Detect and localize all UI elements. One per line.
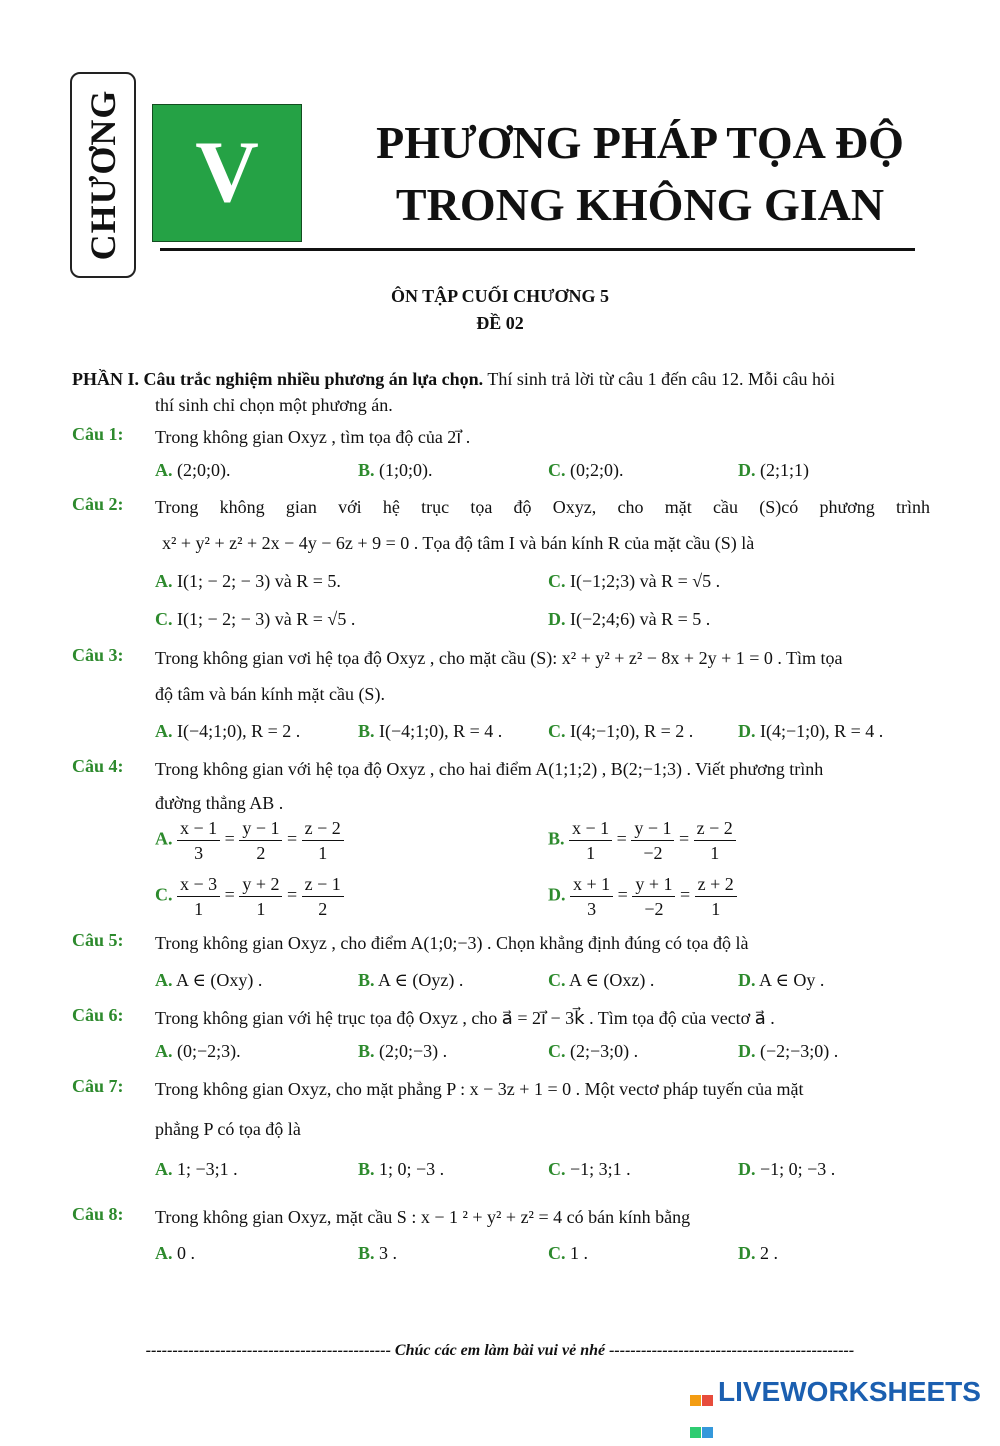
option-c[interactable]: C. $\frac{x - 3}{1}$ = $\frac{y + 2}{1}$ = $\frac{z - 1}{2}$ (155, 872, 344, 921)
question-stem: Trong không gian Oxyz , tìm tọa độ của 2i⃗ . (155, 427, 471, 447)
option-d[interactable]: D. (2;1;1) (738, 460, 809, 480)
question-label: Câu 6: (72, 1005, 124, 1025)
option-a[interactable]: A. I(−4;1;0), R = 2 . (155, 721, 301, 741)
question-stem: Trong không gian vơi hệ tọa độ Oxyz , cho mặt cầu (S): x² + y² + z² − 8x + 2y + 1 = 0 . Tìm tọa (155, 648, 843, 668)
option-d[interactable]: D. −1; 0; −3 . (738, 1159, 836, 1179)
option-b[interactable]: B. (1;0;0). (358, 460, 433, 480)
chapter-tab (70, 72, 136, 278)
question-label: Câu 8: (72, 1204, 124, 1224)
chapter-word: CHƯƠNG (83, 89, 123, 261)
option-d[interactable]: D. I(−2;4;6) và R = 5 . (548, 609, 711, 629)
question-stem-cont: đường thẳng AB . (155, 793, 284, 813)
option-d[interactable]: D. I(4;−1;0), R = 4 . (738, 721, 884, 741)
part1-heading: Câu trắc nghiệm nhiều phương án lựa chọn. (143, 369, 484, 389)
subtitle: ÔN TẬP CUỐI CHƯƠNG 5 (390, 286, 609, 306)
option-a[interactable]: A. (2;0;0). (155, 460, 231, 480)
question-label: Câu 4: (72, 756, 124, 776)
option-a[interactable]: A. $\frac{x - 1}{3}$ = $\frac{y - 1}{2}$ = $\frac{z - 2}{1}$ (155, 816, 344, 865)
question-label: Câu 1: (72, 424, 124, 444)
question-stem: Trong không gian Oxyz, mặt cầu S : x − 1 ² + y² + z² = 4 có bán kính bằng (155, 1207, 691, 1227)
question-label: Câu 5: (72, 930, 124, 950)
footer-message: ---------------------------------------------- Chúc các em làm bài vui vẻ nhé ---------------------------------------------- (145, 1342, 855, 1359)
option-d[interactable]: D. 2 . (738, 1243, 778, 1263)
title-rule (160, 248, 915, 251)
option-a[interactable]: A. 1; −3;1 . (155, 1159, 238, 1179)
option-b[interactable]: B. 3 . (358, 1243, 398, 1263)
exam-code: ĐỀ 02 (476, 313, 524, 333)
option-d[interactable]: D. $\frac{x + 1}{3}$ = $\frac{y + 1}{-2}$ = $\frac{z + 2}{1}$ (548, 872, 737, 921)
option-d[interactable]: D. (−2;−3;0) . (738, 1041, 839, 1061)
option-b[interactable]: B. I(−4;1;0), R = 4 . (358, 721, 503, 741)
liveworksheets-logo-icon (690, 1382, 714, 1406)
option-b[interactable]: B. (2;0;−3) . (358, 1041, 448, 1061)
watermark-text: LIVEWORKSHEETS (718, 1376, 981, 1407)
option-c[interactable]: C. −1; 3;1 . (548, 1159, 631, 1179)
option-c[interactable]: C. I(1; − 2; − 3) và R = √5 . (155, 609, 356, 629)
question-label: Câu 2: (72, 494, 124, 514)
question-stem-cont: phẳng P có tọa độ là (155, 1119, 301, 1139)
question-label: Câu 7: (72, 1076, 124, 1096)
title-line-2: TRONG KHÔNG GIAN (395, 179, 885, 230)
option-a[interactable]: A. A ∈ (Oxy) . (155, 970, 263, 990)
question-stem: Trong không gian với hệ trục tọa độ Oxyz , cho a⃗ = 2i⃗ − 3k⃗ . Tìm tọa độ của vectơ a⃗ . (155, 1008, 775, 1028)
option-c[interactable]: C. (0;2;0). (548, 460, 624, 480)
part1-instruction: Thí sinh trả lời từ câu 1 đến câu 12. Mỗi câu hỏi (487, 369, 836, 389)
option-b[interactable]: C. I(−1;2;3) và R = √5 . (548, 571, 721, 591)
option-c[interactable]: C. 1 . (548, 1243, 588, 1263)
option-c[interactable]: C. I(4;−1;0), R = 2 . (548, 721, 694, 741)
liveworksheets-watermark (690, 1376, 981, 1408)
question-stem-cont: x² + y² + z² + 2x − 4y − 6z + 9 = 0 . Tọa độ tâm I và bán kính R của mặt cầu (S) là (162, 533, 755, 553)
question-stem: Trong không gian Oxyz, cho mặt phẳng P : x − 3z + 1 = 0 . Một vectơ pháp tuyến của mặt (155, 1079, 804, 1099)
part1-label: PHẦN I. (72, 369, 139, 389)
question-stem: Trong không gian với hệ trục tọa độ Oxyz, cho mặt cầu (S)có phương trình (155, 497, 930, 517)
option-b[interactable]: B. 1; 0; −3 . (358, 1159, 445, 1179)
option-b[interactable]: B. A ∈ (Oyz) . (358, 970, 464, 990)
question-label: Câu 3: (72, 645, 124, 665)
question-stem: Trong không gian Oxyz , cho điểm A(1;0;−3) . Chọn khẳng định đúng có tọa độ là (155, 933, 749, 953)
option-c[interactable]: C. A ∈ (Oxz) . (548, 970, 655, 990)
part1-line2: thí sinh chỉ chọn một phương án. (155, 395, 393, 415)
question-stem: Trong không gian với hệ tọa độ Oxyz , cho hai điểm A(1;1;2) , B(2;−1;3) . Viết phương trình (155, 759, 824, 779)
part1-line1 (72, 366, 835, 392)
option-a[interactable]: A. I(1; − 2; − 3) và R = 5. (155, 571, 341, 591)
title-line-1: PHƯƠNG PHÁP TỌA ĐỘ (376, 117, 904, 168)
option-c[interactable]: C. (2;−3;0) . (548, 1041, 639, 1061)
option-a[interactable]: A. 0 . (155, 1243, 195, 1263)
chapter-number-box: V (152, 104, 302, 242)
option-b[interactable]: B. $\frac{x - 1}{1}$ = $\frac{y - 1}{-2}$ = $\frac{z - 2}{1}$ (548, 816, 736, 865)
option-a[interactable]: A. (0;−2;3). (155, 1041, 241, 1061)
option-d[interactable]: D. A ∈ Oy . (738, 970, 825, 990)
question-stem-cont: độ tâm và bán kính mặt cầu (S). (155, 684, 385, 704)
